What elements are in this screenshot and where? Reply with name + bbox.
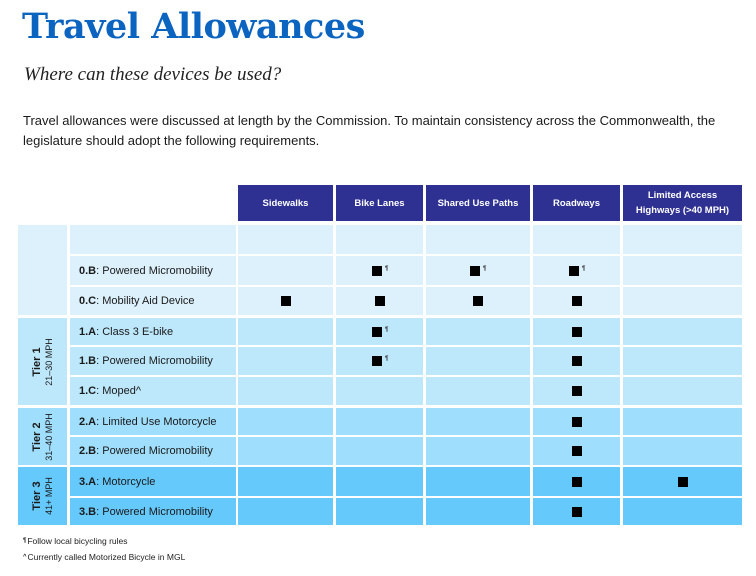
page-subtitle: Where can these devices be used? (24, 64, 282, 85)
allowance-cell (238, 318, 333, 345)
footnote-bicycling-rules (23, 536, 128, 546)
column-header-shared-use-paths (426, 185, 530, 221)
device-label-cell (70, 347, 236, 375)
allowed-square-icon (470, 266, 480, 276)
device-label-cell (70, 437, 236, 465)
allowance-cell (426, 467, 530, 496)
allowance-cell (238, 347, 333, 375)
allowance-cell (623, 467, 742, 496)
device-label-cell (70, 408, 236, 435)
allowance-cell (533, 287, 620, 315)
device-name: : Powered Micromobility (96, 264, 213, 277)
footnote-text: Currently called Motorized Bicycle in MGL (27, 552, 186, 562)
column-header-label: Shared Use Paths (437, 197, 519, 209)
device-code: 1.A (79, 325, 97, 338)
device-code: 2.A (79, 415, 97, 428)
allowance-cell (336, 467, 423, 496)
allowed-square-icon (372, 356, 382, 366)
pilcrow-icon: ¶ (483, 266, 487, 272)
allowed-square-icon (572, 417, 582, 427)
column-header-label: Bike Lanes (354, 197, 405, 209)
device-code: 2.B (79, 445, 97, 457)
allowed-square-icon (572, 446, 582, 456)
allowed-square-icon (572, 477, 582, 487)
allowance-cell (238, 287, 333, 315)
device-label-cell (70, 377, 236, 405)
device-code: 0.C (79, 295, 97, 307)
allowance-cell (238, 377, 333, 405)
allowance-cell (426, 377, 530, 405)
allowance-cell (238, 498, 333, 525)
allowance-cell (336, 498, 423, 525)
allowed-square-icon (572, 327, 582, 337)
allowance-cell (426, 318, 530, 345)
allowed-square-icon (572, 356, 582, 366)
allowed-square-icon (678, 477, 688, 487)
device-name: : Powered Micromobility (96, 445, 213, 457)
allowance-cell (533, 347, 620, 375)
tier-name: Tier 3 (30, 481, 43, 511)
allowance-cell (336, 408, 423, 435)
device-label-cell (70, 498, 236, 525)
allowance-cell (426, 347, 530, 375)
device-label-cell (70, 467, 236, 496)
allowance-cell (533, 408, 620, 435)
allowance-cell (426, 225, 530, 254)
tier-group-cell (18, 408, 67, 465)
pilcrow-icon: ¶ (582, 266, 586, 272)
allowance-cell (238, 256, 333, 285)
allowance-cell (336, 287, 423, 315)
column-header-label: Roadways (553, 197, 600, 209)
device-code: 3.B (79, 505, 97, 518)
allowance-cell (623, 408, 742, 435)
tier-group-cell (18, 467, 67, 525)
column-header-label-line2: Highways (>40 MPH) (635, 205, 730, 216)
device-name: : Motorcycle (96, 475, 156, 488)
allowance-cell (426, 408, 530, 435)
allowance-cell (336, 318, 423, 345)
allowance-cell (238, 467, 333, 496)
allowance-cell (426, 256, 530, 285)
allowance-cell (623, 347, 742, 375)
device-code: 0.B (79, 264, 97, 277)
device-label-cell (70, 318, 236, 345)
pilcrow-icon: ¶ (385, 356, 389, 362)
allowance-cell (533, 437, 620, 465)
allowed-square-icon (572, 386, 582, 396)
device-name: : Moped^ (96, 385, 142, 397)
allowance-cell (623, 225, 742, 254)
caret-icon: ^ (23, 554, 27, 560)
allowance-cell (623, 377, 742, 405)
allowance-cell (623, 498, 742, 525)
intro-paragraph: Travel allowances were discussed at length by the Commission. To maintain consistency across the Commonwealth, the legislature should adopt the following requirements. (23, 113, 716, 148)
device-label-cell (70, 287, 236, 315)
footnote-motorized-bicycle (23, 552, 185, 562)
device-label-cell (70, 225, 236, 254)
device-name: : Mobility Aid Device (96, 295, 195, 307)
tier-label (31, 413, 55, 461)
allowance-cell (533, 225, 620, 254)
allowance-cell (533, 318, 620, 345)
allowance-cell (533, 377, 620, 405)
device-name: : Class 3 E-bike (96, 325, 174, 338)
device-label-cell (70, 256, 236, 285)
pilcrow-icon: ¶ (385, 266, 389, 272)
allowance-cell (426, 437, 530, 465)
allowance-cell (336, 377, 423, 405)
allowance-cell (238, 437, 333, 465)
allowed-square-icon (473, 296, 483, 306)
device-name: : Limited Use Motorcycle (96, 415, 217, 428)
page-title: Travel Allowances (22, 6, 365, 47)
tier-speed: 41+ MPH (43, 477, 54, 515)
tier-name: Tier 1 (30, 346, 43, 377)
allowed-square-icon (572, 507, 582, 517)
column-header-sidewalks (238, 185, 333, 221)
allowance-cell (533, 256, 620, 285)
tier-group-cell (18, 318, 67, 405)
allowance-cell (623, 318, 742, 345)
allowance-cell (336, 437, 423, 465)
pilcrow-icon: ¶ (385, 327, 389, 333)
allowed-square-icon (569, 266, 579, 276)
allowed-square-icon (372, 266, 382, 276)
allowance-cell (623, 437, 742, 465)
allowed-square-icon (281, 296, 291, 306)
device-code: 1.B (79, 355, 97, 367)
allowed-square-icon (375, 296, 385, 306)
tier-name: Tier 2 (30, 421, 43, 452)
tier-speed: 21–30 MPH (43, 337, 54, 386)
device-code: 1.C (79, 385, 97, 397)
allowance-cell (426, 498, 530, 525)
allowed-square-icon (372, 327, 382, 337)
tier-group-cell (18, 225, 67, 315)
allowed-square-icon (572, 296, 582, 306)
column-header-limited-access-highways (623, 185, 742, 221)
allowance-cell (533, 498, 620, 525)
allowance-cell (336, 347, 423, 375)
device-name: : Powered Micromobility (96, 505, 213, 518)
allowance-cell (623, 256, 742, 285)
allowance-cell (336, 225, 423, 254)
allowance-cell (336, 256, 423, 285)
tier-speed: 31–40 MPH (43, 412, 54, 461)
footnote-text: Follow local bicycling rules (27, 536, 128, 546)
pilcrow-icon: ¶ (23, 538, 27, 544)
column-header-bike-lanes (336, 185, 423, 221)
column-header-label: Sidewalks (262, 197, 309, 209)
tier-label (31, 338, 55, 386)
device-name: : Powered Micromobility (96, 355, 213, 367)
allowance-cell (533, 467, 620, 496)
allowance-cell (623, 287, 742, 315)
column-header-label-line1: Limited Access (647, 190, 718, 201)
allowance-cell (426, 287, 530, 315)
tier-label (31, 477, 55, 515)
device-code: 3.A (79, 475, 97, 488)
allowance-cell (238, 408, 333, 435)
column-header-roadways (533, 185, 620, 221)
allowance-cell (238, 225, 333, 254)
